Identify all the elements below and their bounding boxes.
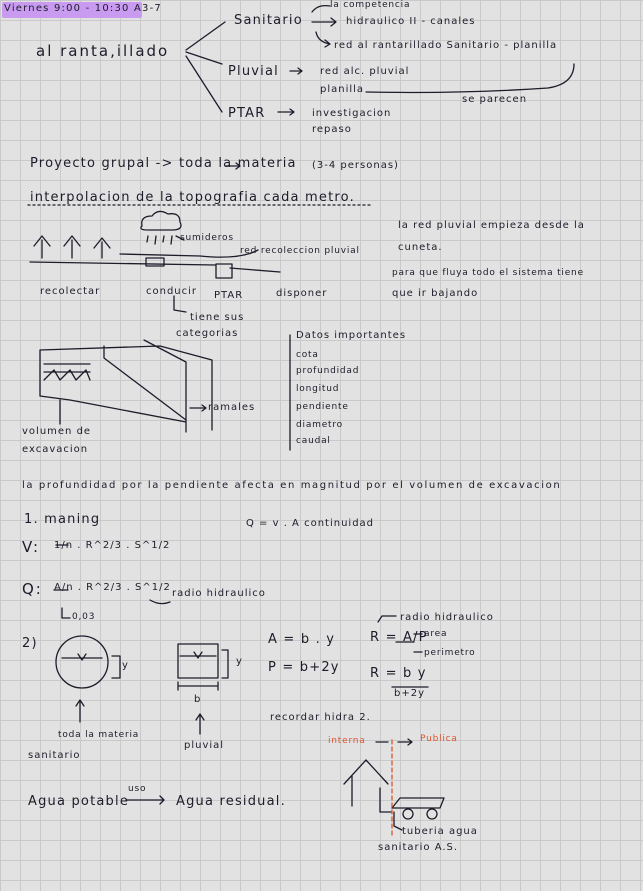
- arrow: [378, 616, 396, 622]
- formula-R: R = A/P: [370, 630, 428, 645]
- tree-root: al ranta,illado: [36, 42, 170, 60]
- tree-red-pluvial: red alc. pluvial: [320, 66, 410, 77]
- datos-item: caudal: [296, 436, 331, 446]
- formula-q-lhs: Q:: [22, 580, 43, 598]
- note-profundidad: la profundidad por la pendiente afecta en magnitud por el volumen de excavacion: [22, 480, 562, 491]
- rednote-line4: que ir bajando: [392, 288, 479, 299]
- label-tiene: tiene sus: [190, 312, 245, 323]
- branch-line: [186, 22, 225, 50]
- arrow: [76, 700, 84, 722]
- brace: [150, 600, 170, 604]
- label-recolectar: recolectar: [40, 286, 101, 297]
- datos-title: Datos importantes: [296, 330, 407, 341]
- tree-sanitario: Sanitario: [234, 13, 303, 28]
- arrow: [394, 812, 402, 830]
- label-categorias: categorias: [176, 328, 239, 339]
- trees-icon: [34, 236, 110, 258]
- datos-item: diametro: [296, 420, 343, 430]
- rect-b: b: [194, 694, 202, 705]
- label-agua-residual: Agua residual.: [176, 794, 286, 809]
- tree-competencia: la competencia: [330, 0, 411, 10]
- label-ramales: ramales: [208, 402, 256, 413]
- rednote-line2: cuneta.: [398, 242, 443, 253]
- tree-pluvial: Pluvial: [228, 64, 279, 79]
- label-publica: Publica: [420, 734, 458, 744]
- arrow: [62, 608, 70, 618]
- formula-v-rhs: 1/n . R^2/3 . S^1/2: [54, 540, 171, 551]
- formula-radio: radio hidraulico: [172, 588, 266, 599]
- arrow: [174, 296, 186, 312]
- note-proyecto: Proyecto grupal -> toda la materia: [30, 156, 297, 171]
- label-pluvial: pluvial: [184, 740, 225, 751]
- date-tag: Viernes 9:00 - 10:30 A3-7: [4, 3, 162, 14]
- datos-item: longitud: [296, 384, 340, 394]
- tree-hidraulico: hidraulico II - canales: [346, 16, 476, 27]
- formula-continuidad: Q = v . A continuidad: [246, 518, 375, 529]
- arrow: [312, 6, 330, 12]
- label-tuberia: tuberia agua: [402, 826, 478, 837]
- formula-area: A = b . y: [268, 632, 336, 647]
- label-excavacion: excavacion: [22, 444, 89, 455]
- rect-y: y: [236, 656, 243, 667]
- rain: [147, 236, 172, 244]
- rednote-line3: para que fluya todo el sistema tiene: [392, 268, 584, 278]
- arrow: [190, 405, 206, 411]
- arrow: [126, 796, 164, 804]
- circle-y: y: [122, 660, 129, 671]
- water-line: [180, 652, 216, 658]
- arrow: [290, 68, 302, 74]
- formula-radio2: radio hidraulico: [400, 612, 494, 623]
- label-interna: interna: [328, 736, 366, 746]
- arrow: [196, 714, 204, 734]
- tree-planilla: planilla: [320, 84, 365, 95]
- label-uso: uso: [128, 784, 147, 794]
- formula-q-rhs: A/n . R^2/3 . S^1/2: [54, 582, 171, 593]
- label-sanitario: sanitario: [28, 750, 81, 761]
- rednote-line1: la red pluvial empieza desde la: [398, 220, 585, 231]
- formula-area-label: area: [424, 629, 448, 639]
- tree-repaso: repaso: [312, 124, 352, 135]
- formula-perim: P = b+2y: [268, 660, 340, 675]
- label-sumideros: sumideros: [180, 233, 234, 243]
- arrow: [316, 32, 330, 47]
- circle-section: [56, 636, 108, 688]
- house-icon: [344, 760, 392, 812]
- datos-item: cota: [296, 350, 319, 360]
- note-recordar: recordar hidra 2.: [270, 712, 371, 723]
- tree-se-parecen: se parecen: [462, 94, 528, 105]
- note-personas: (3-4 personas): [312, 160, 399, 171]
- label-red-recoleccion: red recoleccion pluvial: [240, 246, 360, 256]
- datos-item: pendiente: [296, 402, 349, 412]
- formula-perim-label: perimetro: [424, 648, 476, 658]
- trench-outline: [40, 340, 212, 432]
- branch-line: [186, 56, 222, 112]
- label-volumen: volumen de: [22, 426, 92, 437]
- formula-maning: 1. maning: [24, 512, 101, 527]
- trench-lines: [44, 364, 90, 372]
- label-ptar: PTAR: [214, 290, 244, 301]
- note-interpolacion: interpolacion de la topografia cada metro.: [30, 190, 355, 205]
- b-bracket: [178, 682, 218, 690]
- label-sanitario-as: sanitario A.S.: [378, 842, 459, 853]
- tree-red-sanitario: red al rantarillado Sanitario - planilla: [334, 40, 558, 51]
- tree-ptar: PTAR: [228, 106, 266, 121]
- label-disponer: disponer: [276, 288, 328, 299]
- formula-n: 0,03: [72, 612, 96, 622]
- arrow: [312, 18, 336, 26]
- formula-R-by: R = b y: [370, 666, 427, 681]
- datos-item: profundidad: [296, 366, 360, 376]
- arrow: [278, 109, 294, 115]
- sumidero-box: [146, 258, 164, 266]
- label-agua-potable: Agua potable: [28, 794, 130, 809]
- y-bracket: [222, 650, 228, 678]
- ptar-box: [216, 264, 232, 278]
- arrow: [376, 739, 412, 745]
- water-line: [62, 654, 102, 660]
- formula-v-lhs: V:: [22, 538, 41, 556]
- car-icon: [392, 798, 444, 819]
- pipe-line: [120, 250, 258, 257]
- branch-line: [186, 52, 222, 64]
- formula-R-den: b+2y: [394, 688, 426, 699]
- label-conducir: conducir: [146, 286, 198, 297]
- tree-investigacion: investigacion: [312, 108, 392, 119]
- section-two: 2): [22, 636, 38, 651]
- pipe-line: [30, 262, 280, 272]
- y-bracket: [112, 656, 120, 678]
- rect-section: [178, 644, 218, 678]
- label-toda: toda la materia: [58, 730, 140, 740]
- cloud-icon: [141, 211, 181, 230]
